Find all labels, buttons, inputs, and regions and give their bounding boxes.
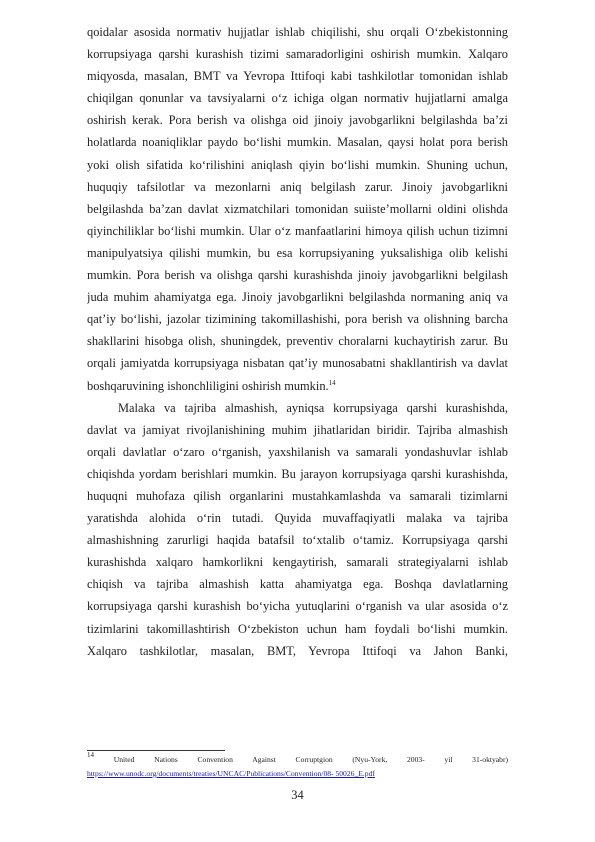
text-line: manipulyatsiya qilishi mumkin, bu esa korrupsiyaning yuksalishiga olib kelishi <box>87 245 508 260</box>
footnote-text: United Nations Convention Against Corruptgion (Nyu-York, 2003- yil 31-oktyabr) <box>113 755 509 764</box>
text-line: holatlarda noaniqliklar paydo bo‘lishi mumkin. Masalan, qaysi holat pora berish <box>87 135 508 150</box>
text-line: oshirish kerak. Pora berish va olishga oid jinoiy javobgarlikni belgilashda ba’zi <box>87 113 508 128</box>
text-line: shakllarini hisobga olish, shuningdek, preventiv choralarni kuchaytirish zarur. Bu <box>87 334 508 349</box>
footnote-link[interactable]: https://www.unodc.org/documents/treaties/UNCAC/Publications/Convention/08- 50026_E.pdf <box>87 769 375 778</box>
text-line <box>87 375 508 397</box>
text-line: mumkin. Pora berish va olishga qarshi kurashishda jinoiy javobgarlikni belgilash <box>87 268 508 283</box>
text-line: chiqilgan qonunlar va tavsiyalarni o‘z ichiga olgan normativ hujjatlarni amalga <box>87 91 508 106</box>
text-line: Malaka va tajriba almashish, ayniqsa korrupsiyaga qarshi kurashishda, <box>118 400 508 415</box>
text-line: kurashishda xalqaro hamkorlikni kengaytirish, samarali strategiyalarni ishlab <box>87 555 508 570</box>
paragraph-2 <box>87 397 508 662</box>
text-line: orqali jamiyatda korrupsiyaga nisbatan qat’iy munosabatni shakllantirish va davlat <box>87 356 508 371</box>
text-line: miqyosda, masalan, BMT va Yevropa Ittifoqi kabi tashkilotlar tomonidan ishlab <box>87 69 508 84</box>
footnote-text-line <box>87 753 508 767</box>
text-line: orqali davlatlar o‘zaro o‘rganish, yaxshilanish va samarali yondashuvlar ishlab <box>87 444 508 459</box>
paragraph-1 <box>87 21 508 397</box>
text-line: qiyinchiliklar bo‘lishi mumkin. Ular o‘z manfaatlarini himoya qilish uchun tizimni <box>87 223 508 238</box>
text-line: chiqishda yordam berishlari mumkin. Bu jarayon korrupsiyaga qarshi kurashishda, <box>87 466 508 481</box>
text-line: yoki olish sifatida ko‘rilishini aniqlash qiyin bo‘lishi mumkin. Shuning uchun, <box>87 157 508 172</box>
text-line: chiqish va tajriba almashish katta ahamiyatga ega. Boshqa davlatlarning <box>87 577 508 592</box>
text-line: huquqiy tafsilotlar va mezonlarni aniq belgilash zarur. Jinoiy javobgarlikni <box>87 179 508 194</box>
page-body <box>87 21 508 662</box>
text-line: almashishning zarurligi haqida batafsil to‘xtalib o‘tamiz. Korrupsiyaga qarshi <box>87 533 508 548</box>
text-line: yaratishda alohida o‘rin tutadi. Quyida muvaffaqiyatli malaka va tajriba <box>87 511 508 526</box>
text-line: tizimlarini takomillashtirish O‘zbekiston uchun ham foydali bo‘lishi mumkin. <box>87 621 508 636</box>
text-line-content: boshqaruvining ishonchliligini oshirish mumkin. <box>87 378 329 393</box>
text-line: korrupsiyaga qarshi kurashish bo‘yicha yutuqlarini o‘rganish va ular asosida o‘z <box>87 599 508 614</box>
text-line: belgilashda ba’zan davlat xizmatchilari tomonidan suiiste’mollarni oldini olishda <box>87 201 508 216</box>
page-number: 34 <box>291 788 304 802</box>
text-line: juda muhim ahamiyatga ega. Jinoiy javobgarlikni belgilashda normaning aniq va <box>87 290 508 305</box>
text-line: korrupsiyaga qarshi kurashish tizimi samaradorligini oshirish mumkin. Xalqaro <box>87 47 508 62</box>
footnote <box>87 753 508 781</box>
footnote-divider <box>87 750 225 751</box>
text-line: qoidalar asosida normativ hujjatlar ishlab chiqilishi, shu orqali O‘zbekistonning <box>87 25 508 39</box>
text-line: Xalqaro tashkilotlar, masalan, BMT, Yevropa Ittifoqi va Jahon Banki, <box>87 643 508 658</box>
footnote-reference[interactable]: 14 <box>328 378 336 387</box>
text-line: qat’iy bo‘lishi, jazolar tizimining takomillashishi, pora berish va olishning barcha <box>87 312 508 327</box>
footnote-marker: 14 <box>87 751 94 759</box>
text-line: huquqni muhofaza qilish organlarini mustahkamlashda va samarali tizimlarni <box>87 488 508 503</box>
text-line: davlat va jamiyat rivojlanishining muhim jihatlaridan biridir. Tajriba almashish <box>87 422 508 437</box>
